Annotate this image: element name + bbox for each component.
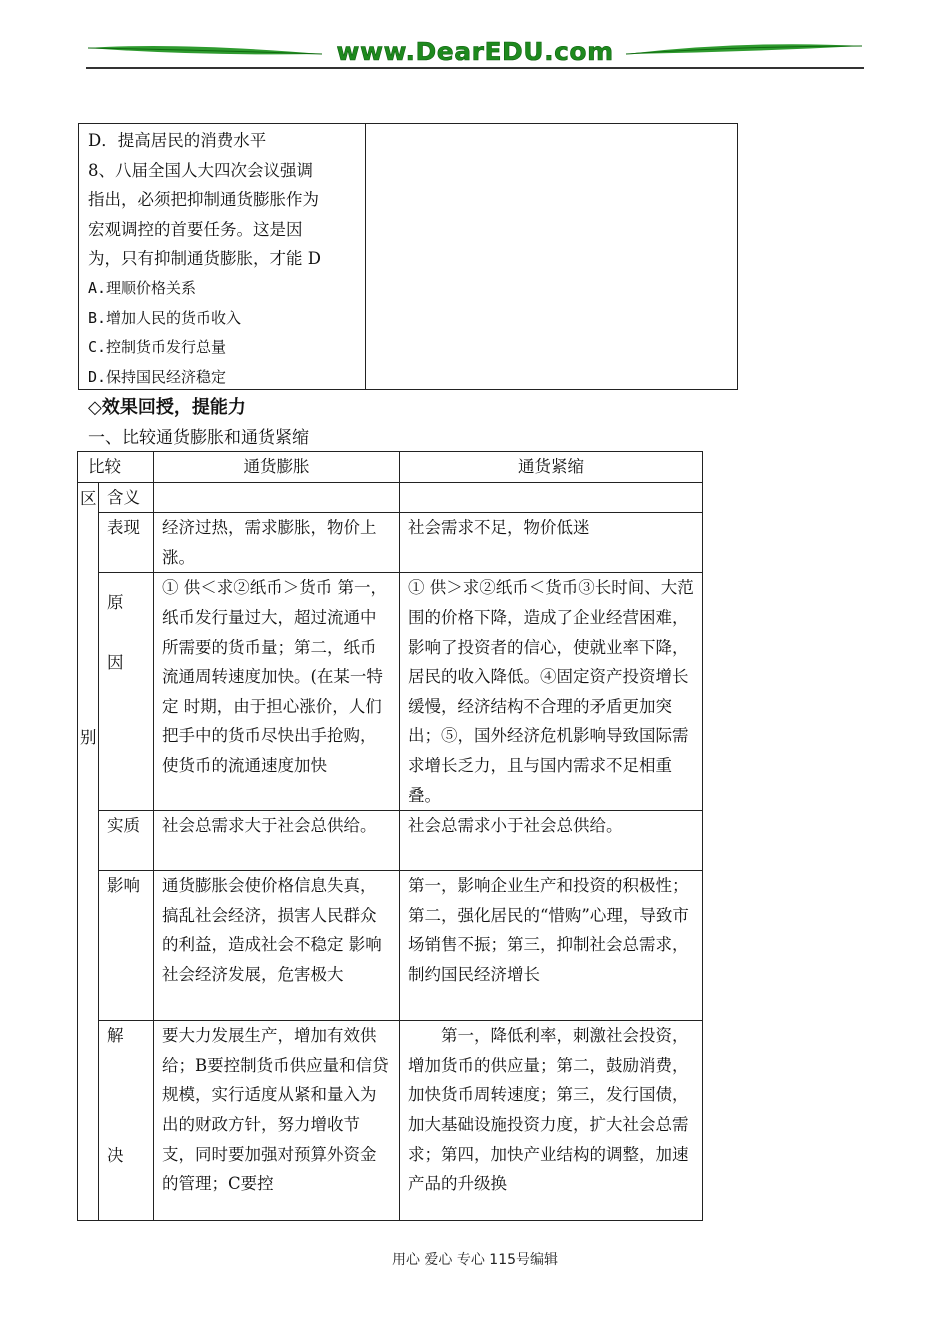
table-row	[78, 1021, 703, 1221]
row-item: 影响	[99, 871, 154, 1021]
column-divider	[365, 124, 366, 389]
table-header-row	[78, 452, 703, 483]
section-title: ◇效果回授，提能力	[88, 397, 246, 418]
header-inflation: 通货膨胀	[154, 452, 400, 483]
question-box	[78, 123, 738, 390]
row-item: 表现	[99, 513, 154, 573]
page-footer: 用心 爱心 专心 115号编辑	[391, 1252, 559, 1268]
option-a: A.理顺价格关系	[88, 278, 197, 297]
header-deflation: 通货紧缩	[400, 452, 703, 483]
cell-inflation: 通货膨胀会使价格信息失真，搞乱社会经济，损害人民群众的利益，造成社会不稳定 影响社会经济发展，危害极大	[154, 871, 400, 1021]
row-item	[99, 1021, 154, 1221]
cell-inflation: 社会总需求大于社会总供给。	[154, 811, 400, 871]
header-rule	[86, 67, 864, 69]
comparison-table	[77, 451, 703, 1221]
cell-inflation: 经济过热，需求膨胀，物价上涨。	[154, 513, 400, 573]
side-char: 别	[80, 727, 97, 747]
side-char: 区	[80, 488, 97, 508]
row-item-solve: 解决	[107, 1026, 124, 1166]
side-label-cell	[78, 482, 99, 1221]
table-row	[78, 871, 703, 1021]
question-line: 宏观调控的首要任务。这是因	[88, 219, 303, 239]
question-line: 8、八届全国人大四次会议强调	[88, 160, 313, 180]
cell-inflation: ① 供＜求②纸币＞货币 第一，纸币发行量过大，超过流通中所需要的货币量；第二，纸币流通周转速度加快。(在某一特定 时期，由于担心涨价，人们把手中的货币尽快出手抢购，使货币的流通速度加快	[154, 573, 400, 811]
table-row	[78, 573, 703, 811]
cell-inflation: 要大力发展生产，增加有效供给；B要控制货币供应量和信贷规模，实行适度从紧和量入为出的财政方针，努力增收节支，同时要加强对预算外资金的管理；C要控	[154, 1021, 400, 1221]
cell-inflation	[154, 482, 400, 513]
table-row	[78, 513, 703, 573]
question-text	[88, 126, 362, 392]
row-item: 实质	[99, 811, 154, 871]
cell-deflation	[400, 482, 703, 513]
cell-deflation: 社会总需求小于社会总供给。	[400, 811, 703, 871]
option-d: D.保持国民经济稳定	[88, 367, 227, 386]
table-row	[78, 811, 703, 871]
cell-deflation: ① 供＞求②纸币＜货币③长时间、大范围的价格下降，造成了企业经营困难，影响了投资者的信心，使就业率下降，居民的收入降低。④固定资产投资增长缓慢，经济结构不合理的矛盾更加突出；⑤，国外经济危机影响导致国际需求增长乏力，且与国内需求不足相重叠。	[400, 573, 703, 811]
section-subtitle: 一、比较通货膨胀和通货紧缩	[88, 428, 309, 448]
question-line: 为，只有抑制通货膨胀，才能 D	[88, 249, 321, 269]
cell-deflation: 社会需求不足，物价低迷	[400, 513, 703, 573]
page-header	[86, 38, 864, 70]
table-row	[78, 482, 703, 513]
question-line: D．提高居民的消费水平	[88, 131, 267, 150]
question-line: 指出，必须把抑制通货膨胀作为	[88, 190, 319, 210]
option-b: B.增加人民的货币收入	[88, 308, 242, 327]
row-item-reason: 原因	[107, 593, 124, 673]
row-item: 含义	[99, 482, 154, 513]
site-logo[interactable]: www.DearEDU.com	[336, 37, 614, 66]
option-c: C.控制货币发行总量	[88, 338, 227, 357]
cell-deflation: 第一，降低利率，刺激社会投资，增加货币的供应量；第二，鼓励消费，加快货币周转速度；第三，发行国债，加大基础设施投资力度，扩大社会总需求；第四，加快产业结构的调整，加速产品的升级换	[400, 1021, 703, 1221]
row-item	[99, 573, 154, 811]
header-compare: 比较	[78, 452, 154, 483]
cell-deflation: 第一，影响企业生产和投资的积极性；第二，强化居民的“惜购”心理，导致市场销售不振；第三，抑制社会总需求，制约国民经济增长	[400, 871, 703, 1021]
